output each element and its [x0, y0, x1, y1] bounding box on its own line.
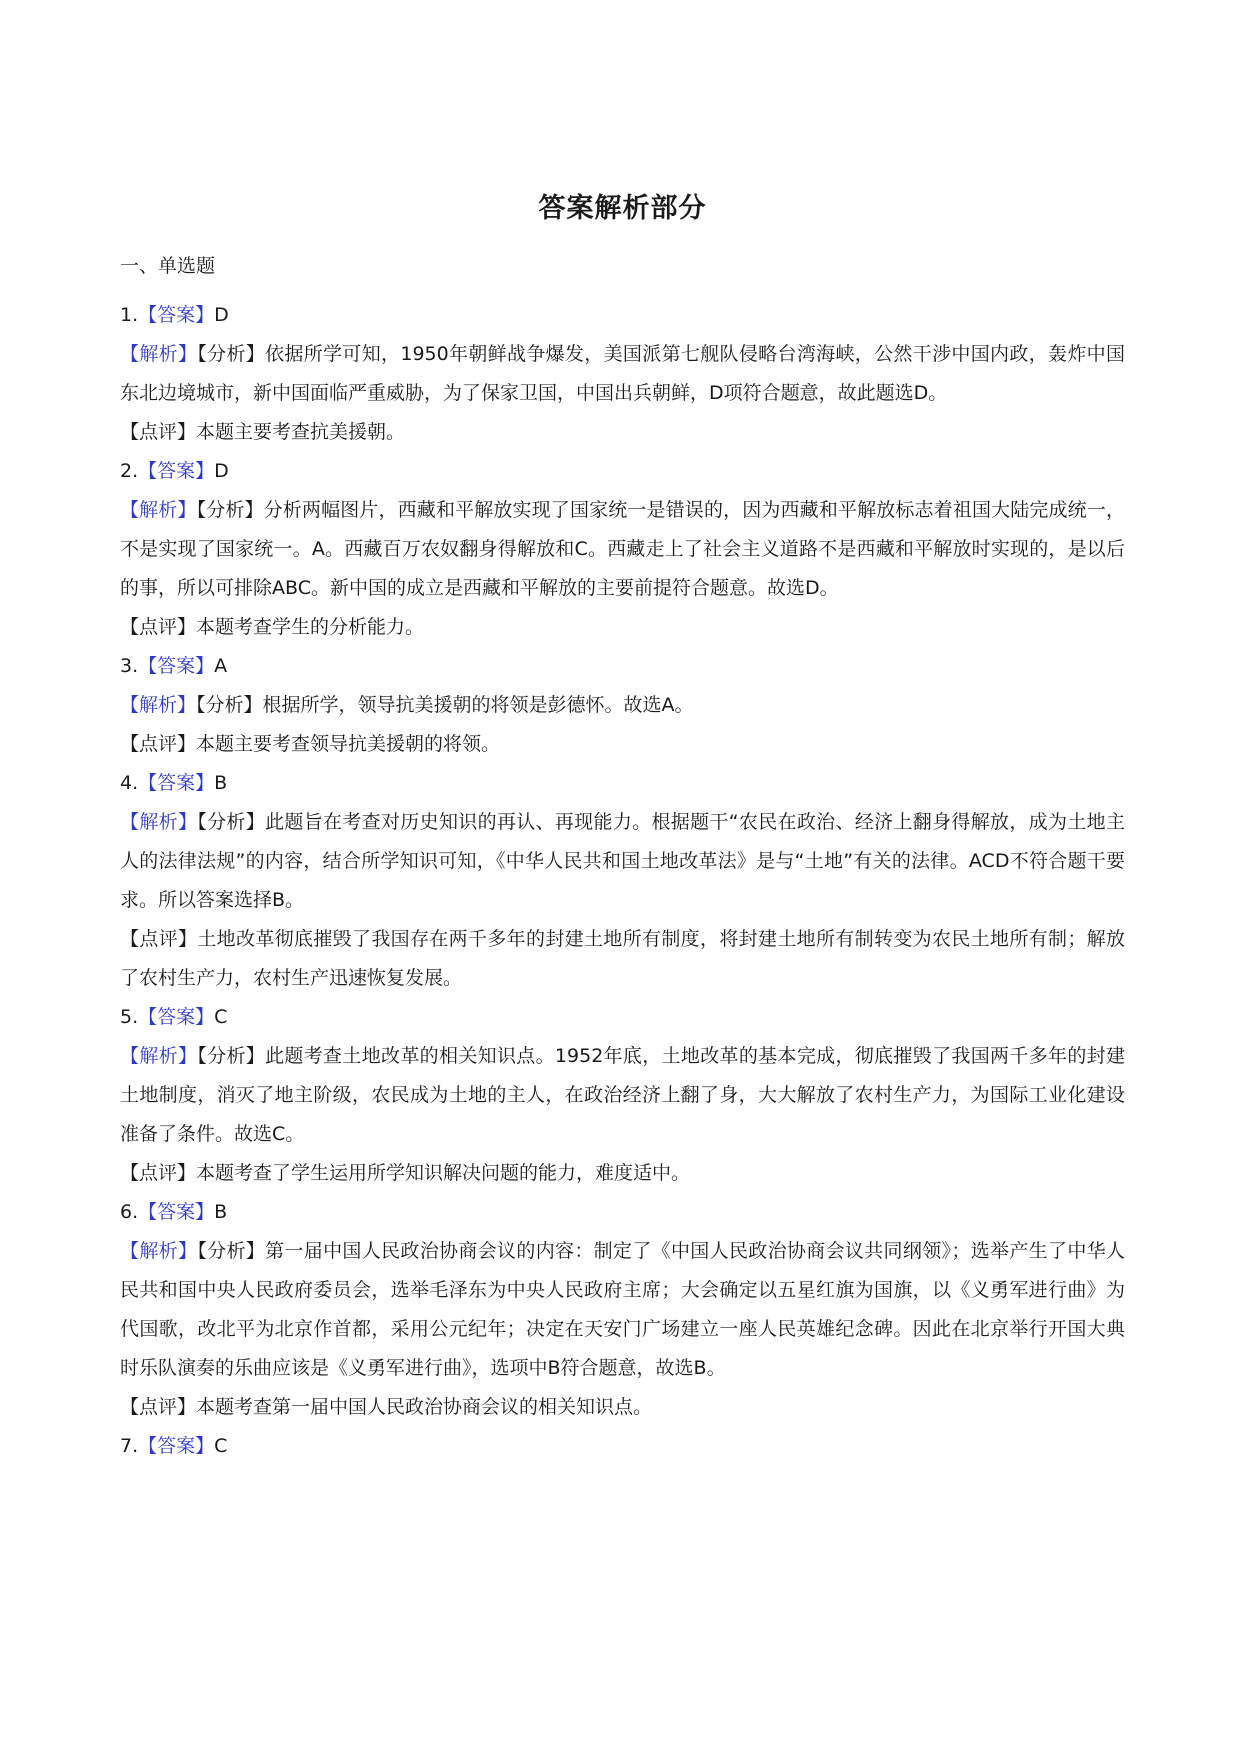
analysis-paragraph [120, 1232, 1125, 1388]
answer-line [120, 296, 1125, 335]
dianping-tag: 【点评】 [120, 616, 197, 638]
dianping-tag: 【点评】 [120, 733, 197, 755]
jiexi-tag: 【解析】 [120, 811, 198, 833]
answer-line [120, 998, 1125, 1037]
fenxi-tag: 【分析】 [197, 343, 266, 365]
comment-text: 本题考查第一届中国人民政治协商会议的相关知识点。 [196, 1396, 653, 1418]
question-number: 6. [120, 1201, 139, 1223]
question-2 [120, 452, 1125, 647]
answer-line [120, 1193, 1125, 1232]
analysis-paragraph [120, 1037, 1125, 1154]
analysis-text: 分析两幅图片，西藏和平解放实现了国家统一是错误的，因为西藏和平解放标志着祖国大陆完成统一，不是实现了国家统一。A。西藏百万农奴翻身得解放和C。西藏走上了社会主义道路不是西藏和平解放时实现的，是以后的事，所以可排除ABC。新中国的成立是西藏和平解放的主要前提符合题意。故选D。 [120, 499, 1125, 599]
analysis-paragraph [120, 491, 1125, 608]
section-heading: 一、单选题 [120, 255, 216, 277]
question-6 [120, 1193, 1125, 1427]
question-number: 1. [120, 304, 139, 326]
answer-line [120, 764, 1125, 803]
answer-tag: 【答案】 [138, 460, 215, 482]
comment-text: 本题考查学生的分析能力。 [196, 616, 425, 638]
fenxi-tag: 【分析】 [197, 1240, 266, 1262]
question-1 [120, 296, 1125, 452]
comment-paragraph [120, 413, 1125, 452]
analysis-paragraph [120, 803, 1125, 920]
question-number: 7. [120, 1435, 139, 1457]
page-title: 答案解析部分 [538, 193, 707, 224]
analysis-text: 此题旨在考查对历史知识的再认、再现能力。根据题干“农民在政治、经济上翻身得解放，成为土地主人的法律法规”的内容，结合所学知识可知，《中华人民共和国土地改革法》是与“土地”有关的法律。ACD不符合题干要求。所以答案选择B。 [120, 811, 1125, 911]
comment-text: 本题主要考查抗美援朝。 [196, 421, 406, 443]
answer-line [120, 647, 1125, 686]
jiexi-tag: 【解析】 [120, 1240, 198, 1262]
jiexi-tag: 【解析】 [120, 1045, 198, 1067]
comment-paragraph [120, 725, 1125, 764]
fenxi-tag: 【分析】 [196, 499, 264, 521]
question-7 [120, 1427, 1125, 1466]
question-3 [120, 647, 1125, 764]
answer-tag: 【答案】 [138, 772, 215, 794]
answer-line [120, 1427, 1125, 1466]
comment-paragraph [120, 920, 1125, 998]
dianping-tag: 【点评】 [120, 421, 197, 443]
answer-value: B [214, 772, 228, 794]
jiexi-tag: 【解析】 [120, 694, 197, 716]
answer-value: A [214, 655, 228, 677]
dianping-tag: 【点评】 [120, 928, 198, 950]
answer-value: D [214, 304, 229, 326]
dianping-tag: 【点评】 [120, 1162, 197, 1184]
analysis-text: 第一届中国人民政治协商会议的内容：制定了《中国人民政治协商会议共同纲领》；选举产生了中华人民共和国中央人民政府委员会，选举毛泽东为中央人民政府主席；大会确定以五星红旗为国旗，以《义勇军进行曲》为代国歌，改北平为北京作首都，采用公元纪年；决定在天安门广场建立一座人民英雄纪念碑。因此在北京举行开国大典时乐队演奏的乐曲应该是《义勇军进行曲》，选项中B符合题意，故选B。 [120, 1240, 1125, 1379]
fenxi-tag: 【分析】 [197, 811, 266, 833]
jiexi-tag: 【解析】 [120, 343, 198, 365]
analysis-paragraph [120, 335, 1125, 413]
question-5 [120, 998, 1125, 1193]
question-number: 3. [120, 655, 139, 677]
analysis-paragraph [120, 686, 1125, 725]
analysis-text: 此题考查土地改革的相关知识点。1952年底，土地改革的基本完成，彻底摧毁了我国两千多年的封建土地制度，消灭了地主阶级，农民成为土地的主人，在政治经济上翻了身，大大解放了农村生产力，为国际工业化建设准备了条件。故选C。 [120, 1045, 1125, 1145]
answer-value: B [214, 1201, 228, 1223]
analysis-text: 依据所学可知，1950年朝鲜战争爆发，美国派第七舰队侵略台湾海峡，公然干涉中国内政，轰炸中国东北边境城市，新中国面临严重威胁，为了保家卫国，中国出兵朝鲜，D项符合题意，故此题选D。 [120, 343, 1125, 404]
answer-line [120, 452, 1125, 491]
answer-tag: 【答案】 [138, 1435, 215, 1457]
fenxi-tag: 【分析】 [197, 1045, 266, 1067]
question-4 [120, 764, 1125, 998]
question-number: 2. [120, 460, 139, 482]
analysis-text: 根据所学，领导抗美援朝的将领是彭德怀。故选A。 [262, 694, 694, 716]
answer-value: D [214, 460, 229, 482]
comment-paragraph [120, 608, 1125, 647]
answer-tag: 【答案】 [138, 655, 215, 677]
question-number: 4. [120, 772, 139, 794]
comment-text: 本题考查了学生运用所学知识解决问题的能力，难度适中。 [196, 1162, 691, 1184]
answer-tag: 【答案】 [138, 304, 215, 326]
jiexi-tag: 【解析】 [120, 499, 197, 521]
answer-value: C [214, 1435, 228, 1457]
comment-text: 土地改革彻底摧毁了我国存在两千多年的封建土地所有制度，将封建土地所有制转变为农民土地所有制；解放了农村生产力，农村生产迅速恢复发展。 [120, 928, 1125, 989]
comment-text: 本题主要考查领导抗美援朝的将领。 [196, 733, 501, 755]
question-number: 5. [120, 1006, 139, 1028]
fenxi-tag: 【分析】 [196, 694, 263, 716]
comment-paragraph [120, 1388, 1125, 1427]
answer-value: C [214, 1006, 228, 1028]
dianping-tag: 【点评】 [120, 1396, 197, 1418]
comment-paragraph [120, 1154, 1125, 1193]
answer-tag: 【答案】 [138, 1201, 215, 1223]
answer-tag: 【答案】 [138, 1006, 215, 1028]
